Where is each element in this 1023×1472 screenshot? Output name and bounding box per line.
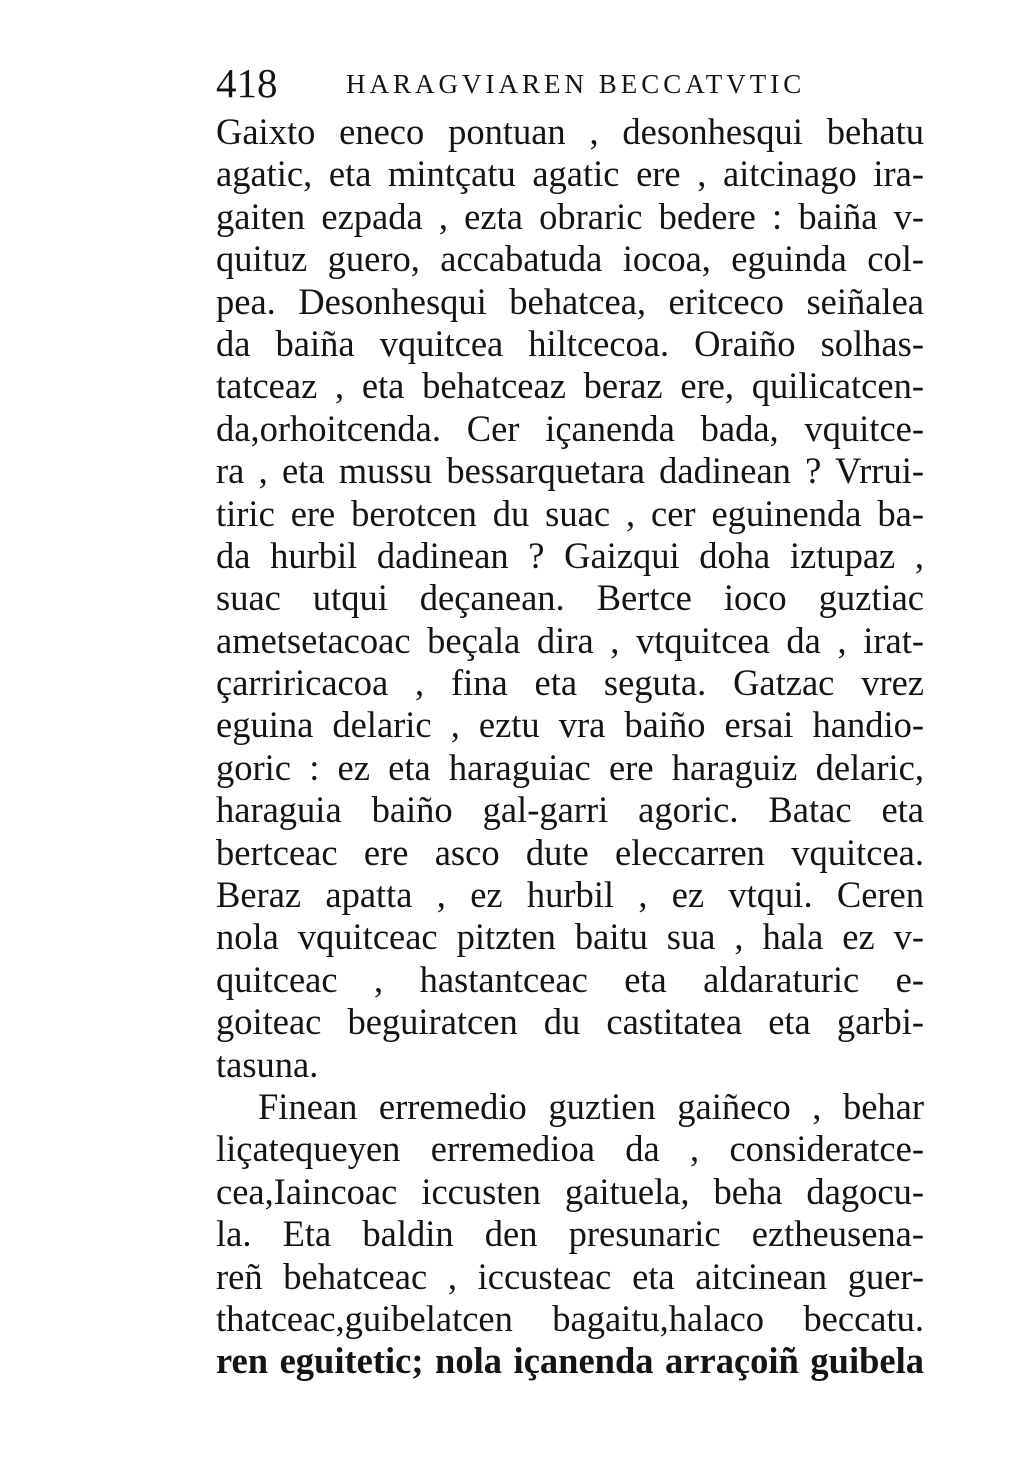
- text-line: haraguia baiño gal-garri agoric. Batac eta: [216, 789, 924, 831]
- text-line: ra , eta mussu bessarquetara dadinean ? Vrrui-: [216, 450, 924, 492]
- text-line: tatceaz , eta behatceaz beraz ere, quilicatcen-: [216, 365, 924, 407]
- running-title: HARAGVIAREN BECCATVTIC: [346, 69, 806, 99]
- text-line: quitceac , hastantceac eta aldaraturic e-: [216, 958, 924, 1000]
- text-line: reñ behatceac , iccusteac eta aitcinean guer-: [216, 1255, 924, 1297]
- page-number: 418: [216, 60, 278, 106]
- text-line: ren eguitetic; nola içanenda arraçoiñ guibela: [216, 1340, 924, 1382]
- text-line: tiric ere berotcen du suac , cer eguinenda ba-: [216, 492, 924, 534]
- text-line: ametsetacoac beçala dira , vtquitcea da , irat-: [216, 619, 924, 661]
- paragraph-2: [216, 1086, 924, 1383]
- body-text: [216, 111, 924, 1383]
- text-line: suac utqui deçanean. Bertce ioco guztiac: [216, 577, 924, 619]
- paragraph-1: [216, 111, 924, 1086]
- text-line: bertceac ere asco dute eleccarren vquitcea.: [216, 831, 924, 873]
- text-line: quituz guero, accabatuda iocoa, eguinda col-: [216, 238, 924, 280]
- text-line: Gaixto eneco pontuan , desonhesqui behatu: [216, 111, 924, 152]
- text-line: cea,Iaincoac iccusten gaituela, beha dagocu-: [216, 1170, 924, 1212]
- text-line: tasuna.: [216, 1043, 319, 1085]
- text-line: goiteac beguiratcen du castitatea eta garbi-: [216, 1001, 924, 1043]
- text-line: gaiten ezpada , ezta obraric bedere : baiña v-: [216, 195, 924, 237]
- text-line: da hurbil dadinean ? Gaizqui doha iztupaz ,: [216, 534, 924, 576]
- text-line: liçatequeyen erremedioa da , consideratce-: [216, 1128, 924, 1170]
- text-line: Beraz apatta , ez hurbil , ez vtqui. Ceren: [216, 874, 924, 916]
- text-line: la. Eta baldin den presunaric eztheusena-: [216, 1213, 924, 1255]
- text-line: nola vquitceac pitzten baitu sua , hala ez v-: [216, 916, 924, 958]
- text-line: goric : ez eta haraguiac ere haraguiz delaric,: [216, 746, 924, 788]
- text-line: eguina delaric , eztu vra baiño ersai handio-: [216, 704, 924, 746]
- text-line: thatceac,guibelatcen bagaitu,halaco beccatu.: [216, 1297, 924, 1339]
- text-line: Finean erremedio guztien gaiñeco , behar: [258, 1085, 924, 1127]
- text-line: da,orhoitcenda. Cer içanenda bada, vquitce-: [216, 407, 924, 449]
- running-head: [216, 58, 924, 108]
- text-line: pea. Desonhesqui behatcea, eritceco seiñalea: [216, 280, 924, 322]
- text-line: çarriricacoa , fina eta seguta. Gatzac vrez: [216, 662, 924, 704]
- text-line: da baiña vquitcea hiltcecoa. Oraiño solhas-: [216, 322, 924, 364]
- text-line: agatic, eta mintçatu agatic ere , aitcinago ira-: [216, 153, 924, 195]
